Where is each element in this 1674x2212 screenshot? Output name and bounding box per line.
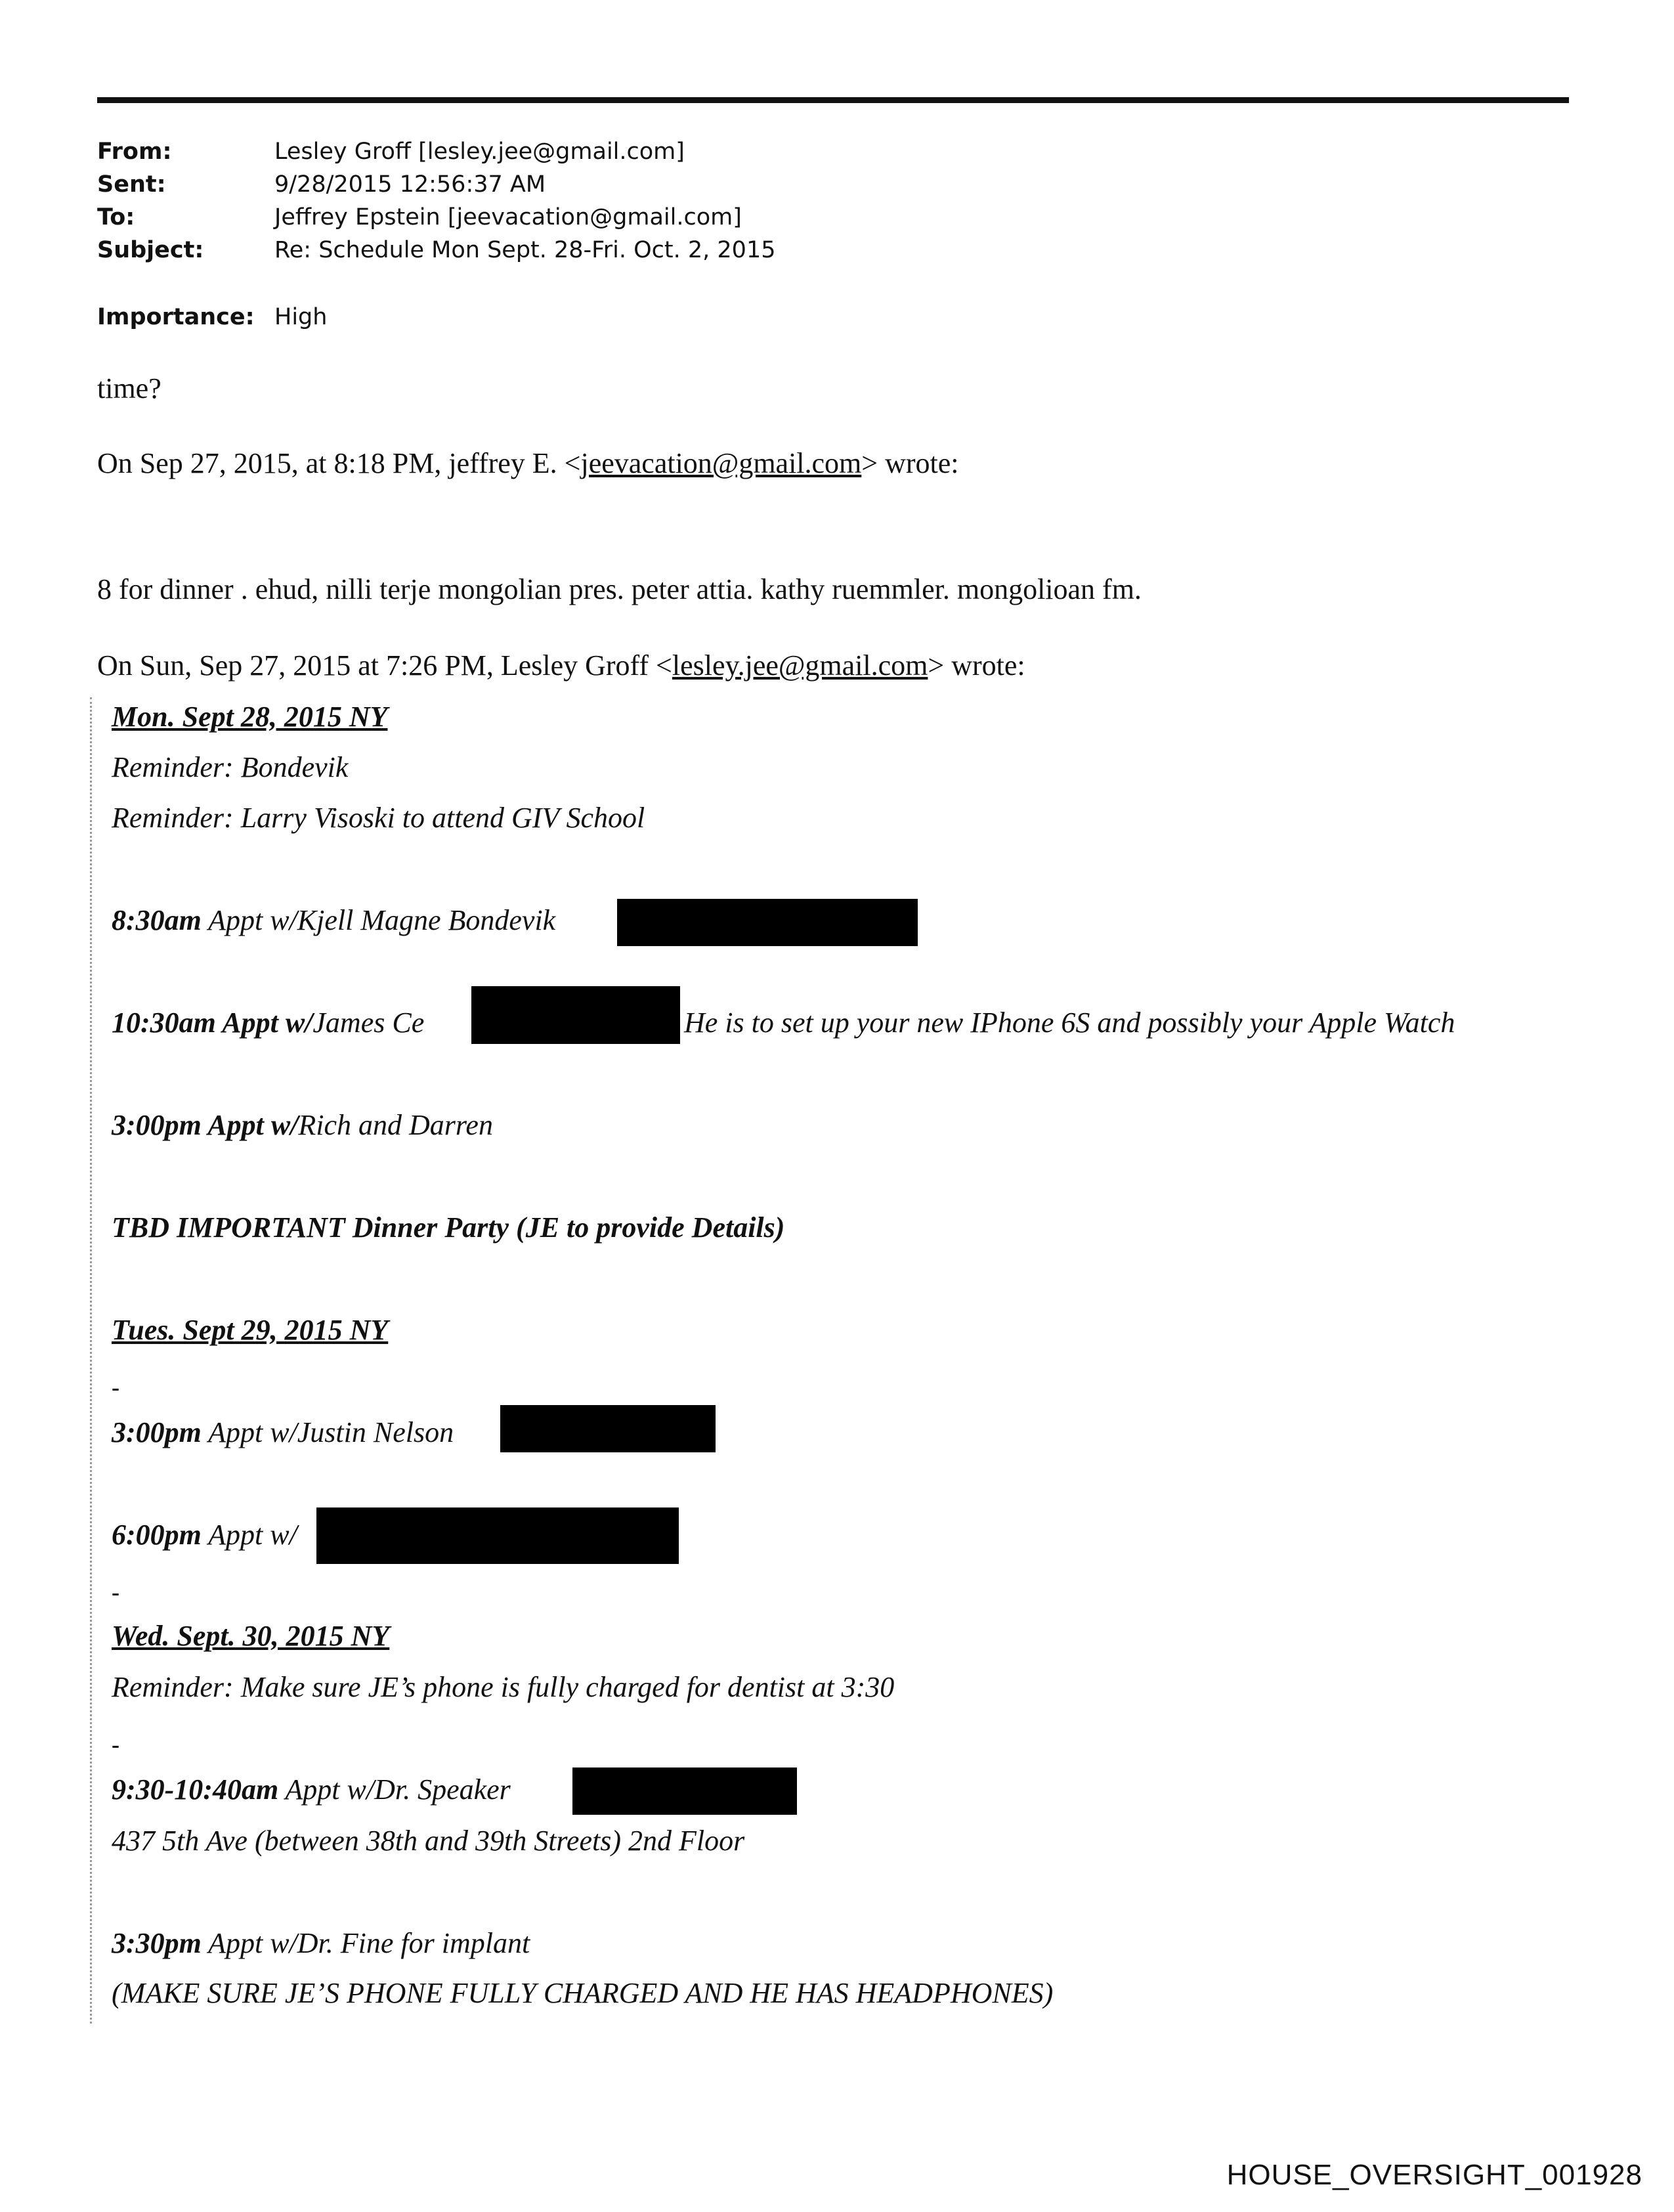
wed-dash-1: -: [112, 1579, 119, 1605]
quote-header-2: [97, 649, 1025, 682]
quote-bar: [90, 697, 92, 2024]
to-label: To:: [97, 204, 135, 230]
subject-value: Re: Schedule Mon Sept. 28-Fri. Oct. 2, 2015: [274, 237, 776, 263]
quote1-suffix: > wrote:: [861, 447, 959, 479]
bates-number: HOUSE_OVERSIGHT_001928: [1226, 2159, 1642, 2191]
wed-reminder: Reminder: Make sure JE’s phone is fully charged for dentist at 3:30: [112, 1671, 895, 1703]
mon-appt-3-text: Rich and Darren: [298, 1109, 493, 1141]
tue-heading: Tues. Sept 29, 2015 NY: [112, 1314, 389, 1346]
mon-appt-1: [112, 903, 555, 937]
quote2-prefix: On Sun, Sep 27, 2015 at 7:26 PM, Lesley Groff <: [97, 649, 672, 682]
tue-dash: -: [112, 1374, 119, 1400]
wed-heading: Wed. Sept. 30, 2015 NY: [112, 1620, 390, 1652]
tue-appt-2-time: 6:00pm: [112, 1519, 202, 1551]
dinner-line: 8 for dinner . ehud, nilli terje mongolian pres. peter attia. kathy ruemmler. mongolioan fm.: [97, 573, 1142, 605]
mon-appt-1-time: 8:30am: [112, 904, 202, 936]
wed-appt-1-time: 9:30-10:40am: [112, 1773, 279, 1806]
mon-appt-2: [112, 1006, 424, 1039]
tue-appt-1: [112, 1416, 454, 1449]
sent-label: Sent:: [97, 171, 166, 198]
to-value: Jeffrey Epstein [jeevacation@gmail.com]: [274, 204, 742, 230]
mon-reminder-1: Reminder: Bondevik: [112, 751, 349, 783]
wed-dash-2: -: [112, 1731, 119, 1758]
redaction-box: [471, 986, 680, 1044]
tue-appt-1-text: Appt w/Justin Nelson: [201, 1416, 454, 1448]
redaction-box: [500, 1405, 716, 1452]
mon-appt-1-text: Appt w/Kjell Magne Bondevik: [201, 904, 556, 936]
importance-label: Importance:: [97, 304, 255, 330]
mon-appt-3: [112, 1108, 493, 1142]
mon-appt-2-text: James Ce: [312, 1007, 425, 1039]
redaction-box: [617, 899, 918, 946]
reply-text: time?: [97, 372, 161, 404]
mon-reminder-2: Reminder: Larry Visoski to attend GIV School: [112, 802, 645, 834]
quote2-suffix: > wrote:: [928, 649, 1025, 682]
wed-appt-2: [112, 1926, 530, 1960]
tue-appt-1-time: 3:00pm: [112, 1416, 202, 1448]
sent-value: 9/28/2015 12:56:37 AM: [274, 171, 546, 198]
wed-appt-2-note: (MAKE SURE JE’S PHONE FULLY CHARGED AND HE HAS HEADPHONES): [112, 1977, 1054, 2009]
subject-label: Subject:: [97, 237, 204, 263]
redaction-box: [316, 1507, 679, 1564]
quote1-email-link[interactable]: jeevacation@gmail.com: [580, 447, 862, 479]
wed-appt-1-text: Appt w/Dr. Speaker: [278, 1773, 511, 1806]
importance-value: High: [274, 304, 328, 330]
tue-appt-2: [112, 1518, 297, 1551]
quote2-email-link[interactable]: lesley.jee@gmail.com: [672, 649, 928, 682]
mon-appt-2-time: 10:30am Appt w/: [112, 1007, 313, 1039]
from-value: Lesley Groff [lesley.jee@gmail.com]: [274, 139, 685, 165]
mon-tbd-dinner: TBD IMPORTANT Dinner Party (JE to provide Details): [112, 1211, 785, 1244]
header-rule: [97, 97, 1569, 103]
mon-appt-2-note: He is to set up your new IPhone 6S and possibly your Apple Watch: [684, 1007, 1455, 1039]
mon-heading: Mon. Sept 28, 2015 NY: [112, 701, 388, 733]
tue-appt-2-text: Appt w/: [201, 1519, 297, 1551]
from-label: From:: [97, 139, 172, 165]
quote-header-1: [97, 446, 959, 480]
redaction-box: [572, 1767, 797, 1815]
wed-appt-2-time: 3:30pm: [112, 1927, 202, 1959]
quote1-prefix: On Sep 27, 2015, at 8:18 PM, jeffrey E. <: [97, 447, 581, 479]
mon-appt-3-time: 3:00pm Appt w/: [112, 1109, 299, 1141]
wed-appt-1-address: 437 5th Ave (between 38th and 39th Streets) 2nd Floor: [112, 1825, 745, 1857]
wed-appt-2-text: Appt w/Dr. Fine for implant: [201, 1927, 530, 1959]
wed-appt-1: [112, 1773, 511, 1806]
